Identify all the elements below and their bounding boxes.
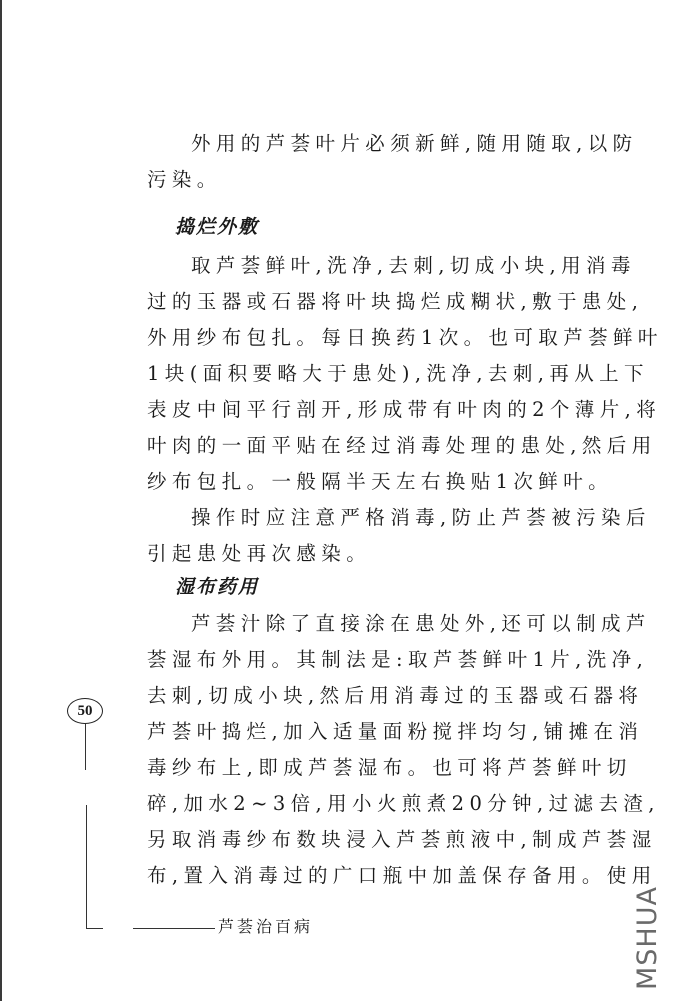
margin-rule	[85, 724, 86, 770]
text-line: 引起患处再次感染。	[147, 542, 372, 565]
text-line: 外用的芦荟叶片必须新鲜,随用随取,以防	[191, 132, 638, 155]
page-number: 50	[67, 698, 103, 724]
text-line: 毒纱布上,即成芦荟湿布。也可将芦荟鲜叶切	[147, 756, 632, 779]
text-line: 布,置入消毒过的广口瓶中加盖保存备用。使用	[147, 864, 657, 887]
text-line: 污染。	[147, 168, 222, 191]
section-heading: 湿布药用	[175, 576, 260, 598]
text-line: 纱布包扎。一般隔半天左右换贴1次鲜叶。	[147, 470, 614, 493]
running-footer-title: 芦荟治百病	[218, 917, 314, 936]
text-line: 芦荟汁除了直接涂在患处外,还可以制成芦	[191, 612, 651, 635]
text-line: 芦荟叶捣烂,加入适量面粉搅拌均匀,铺摊在消	[147, 720, 644, 743]
section-heading: 捣烂外敷	[175, 216, 260, 238]
footer-rule	[87, 928, 103, 929]
text-line: 取芦荟鲜叶,洗净,去刺,切成小块,用消毒	[191, 254, 636, 277]
text-line: 碎,加水2~3倍,用小火煎煮20分钟,过滤去渣,	[147, 792, 660, 815]
text-line: 外用纱布包扎。每日换药1次。也可取芦荟鲜叶	[147, 326, 663, 349]
text-line: 另取消毒纱布数块浸入芦荟煎液中,制成芦荟湿	[147, 828, 657, 851]
text-line: 过的玉器或石器将叶块捣烂成糊状,敷于患处,	[147, 290, 644, 313]
text-line: 操作时应注意严格消毒,防止芦荟被污染后	[191, 506, 651, 529]
text-line: 荟湿布外用。其制法是:取芦荟鲜叶1片,洗净,	[147, 648, 649, 671]
text-line: 叶肉的一面平贴在经过消毒处理的患处,然后用	[147, 434, 657, 457]
text-line: 表皮中间平行剖开,形成带有叶肉的2个薄片,将	[147, 398, 662, 421]
text-line: 1块(面积要略大于患处),洗净,去刺,再从上下	[147, 362, 649, 385]
watermark: MSHUA	[632, 886, 663, 990]
margin-rule	[86, 805, 87, 929]
footer-rule	[133, 928, 215, 929]
text-line: 去刺,切成小块,然后用消毒过的玉器或石器将	[147, 684, 644, 707]
